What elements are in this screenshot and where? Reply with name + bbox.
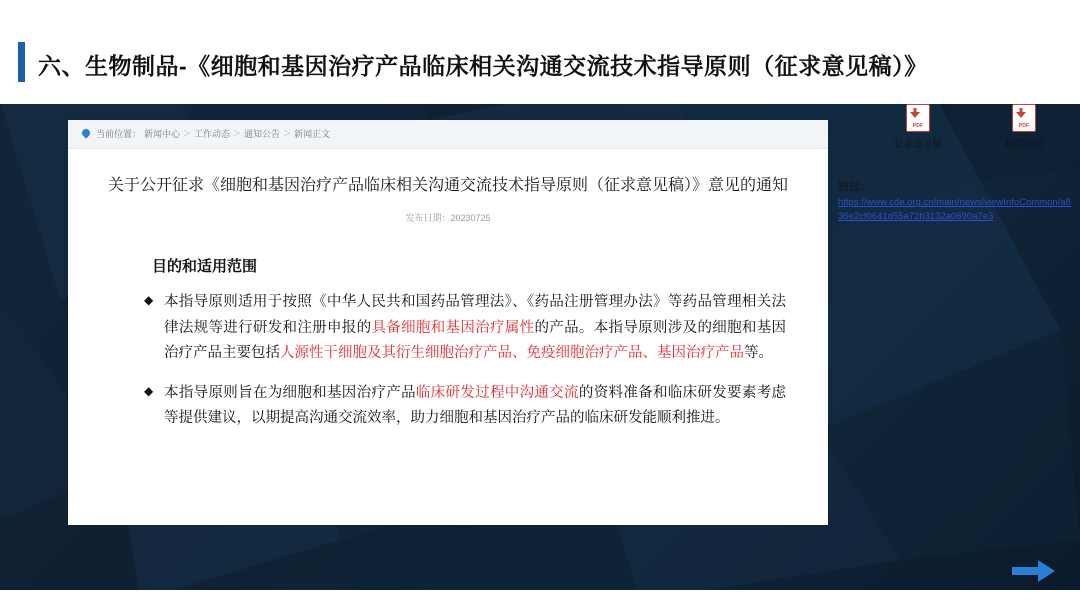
source-link-url[interactable]: https://www.cde.org.cn/main/news/viewInfoCommon/a836e2cf0641d55a72b3132a0690a7e3 [838,197,1071,222]
bullet-marker: ◆ [144,293,154,308]
breadcrumb-separator: ＞ [283,129,292,138]
bullet-segment-highlight: 临床研发过程中沟通交流 [415,384,579,401]
next-slide-button[interactable] [1012,558,1056,584]
attachment-list [866,104,1066,150]
breadcrumb-prefix: 当前位置： [96,129,142,139]
section-heading: 目的和适用范围 [152,258,258,276]
bullet-paragraph [164,381,792,432]
bullet-paragraph [164,290,792,366]
publish-date-value: 20230725 [450,213,491,224]
publish-date-label: 发布日期： [405,213,451,224]
list-item [104,290,792,366]
pdf-file-icon [906,104,930,132]
bullet-marker: ◆ [144,383,154,398]
document-title: 关于公开征求《细胞和基因治疗产品临床相关沟通交流技术指导原则（征求意见稿）》意见的通知 [107,177,788,194]
page-title [38,48,928,81]
bullet-segment: 等。 [744,345,773,362]
breadcrumb-item-news-center[interactable]: 新闻中心 [144,129,181,139]
breadcrumb-separator: ＞ [183,129,192,138]
pdf-icon-label: PDF [912,123,924,129]
title-accent-bar [18,42,25,82]
document-screenshot-card [68,120,828,525]
page-title-prefix: 六、生物制品 [38,53,179,79]
bullet-segment: 本指导原则旨在为细胞和基因治疗产品 [164,384,416,401]
breadcrumb-separator: ＞ [233,129,242,138]
location-pin-icon [82,129,90,139]
breadcrumb [82,127,330,140]
next-arrow-icon [1012,560,1055,582]
pdf-icon-label: PDF [1018,123,1030,129]
document-publish-date [68,211,828,224]
bullet-segment: 的产品。本指导原则涉及的细胞和基因治疗产品主要包括 [164,319,787,362]
attachment-item-drafting-notes[interactable] [994,104,1054,150]
pdf-file-icon [1012,104,1036,132]
bullet-segment: 的资料准备和临床研发要素考虑等提供建议，以期提高沟通交流效率，助力细胞和基因治疗产品的临床研发能顺利推进。 [164,384,787,426]
breadcrumb-item-work-updates[interactable]: 工作动态 [194,129,231,139]
bullet-segment-highlight: 人源性干细胞及其衍生细胞治疗产品、免疫细胞治疗产品、基因治疗产品 [280,345,744,362]
breadcrumb-item-article: 新闻正文 [294,129,331,139]
bottom-strip [0,590,1080,608]
bullet-segment: 本指导原则适用于按照《中华人民共和国药品管理法》、《药品注册管理办法》等药品管理相关法律法规等进行研发和注册申报的 [164,294,786,336]
source-link-block [838,178,1072,224]
attachment-label: 征求意见稿 [894,139,942,150]
document-body [68,237,828,431]
attachment-label: 起草说明 [1004,139,1043,150]
link-label: 链接： [838,181,871,193]
document-breadcrumb-bar [68,120,828,149]
list-item [104,381,792,432]
breadcrumb-item-announcements[interactable]: 通知公告 [244,129,281,139]
attachment-item-draft-for-comment[interactable] [888,104,948,150]
page-title-rest: -《细胞和基因治疗产品临床相关沟通交流技术指导原则（征求意见稿）》 [179,53,928,79]
bullet-segment-highlight: 具备细胞和基因治疗属性 [371,319,535,336]
